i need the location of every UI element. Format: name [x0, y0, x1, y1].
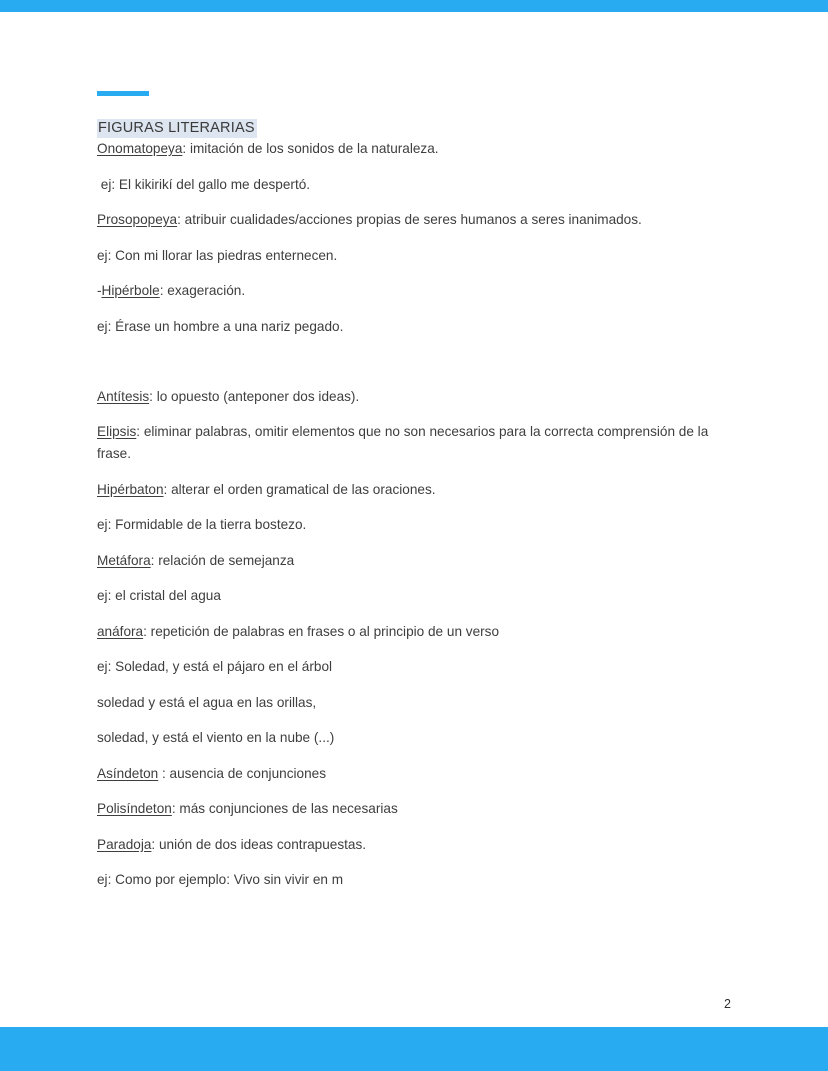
paragraph-text: : relación de semejanza: [150, 552, 295, 568]
paragraph-text: : imitación de los sonidos de la naturaleza.: [182, 141, 439, 156]
literary-term: anáfora: [97, 623, 144, 639]
literary-term: Antítesis: [97, 388, 150, 404]
paragraph-text: ej: Como por ejemplo: Vivo sin vivir en m: [97, 872, 344, 887]
definition-paragraph: [97, 138, 722, 160]
definition-paragraph: [97, 834, 722, 856]
paragraph-text: ej: el cristal del agua: [97, 588, 221, 603]
document-content: [97, 86, 722, 891]
paragraph-text: : más conjunciones de las necesarias: [171, 801, 398, 816]
example-paragraph: [97, 245, 722, 267]
paragraph-text: : alterar el orden gramatical de las oraciones.: [163, 481, 436, 497]
example-paragraph: [97, 656, 722, 678]
literary-term: Prosopopeya: [97, 212, 178, 227]
paragraph-text: ej: Formidable de la tierra bostezo.: [97, 517, 307, 532]
paragraph-text: ej: El kikirikí del gallo me despertó.: [97, 176, 311, 192]
literary-term: Polisíndeton: [97, 801, 172, 816]
paragraph-text: : unión de dos ideas contrapuestas.: [151, 836, 367, 852]
literary-term: Metáfora: [97, 552, 151, 568]
definition-paragraph: [97, 421, 722, 465]
example-paragraph: [97, 514, 722, 536]
paragraph-text: ej: Con mi llorar las piedras enternecen.: [97, 247, 338, 263]
literary-term: Hipérbole: [101, 283, 160, 298]
definition-paragraph: [97, 550, 722, 572]
literary-term: Paradoja: [97, 836, 152, 852]
definition-paragraph: [97, 621, 722, 643]
definition-paragraph: [97, 386, 722, 408]
example-paragraph: [97, 692, 722, 714]
header-accent-band: [0, 0, 828, 12]
example-paragraph: [97, 869, 722, 891]
definition-paragraph: [97, 280, 722, 302]
definition-paragraph: [97, 763, 722, 785]
paragraph-text: soledad y está el agua en las orillas,: [97, 694, 317, 710]
paragraph-text: : ausencia de conjunciones: [158, 765, 326, 781]
definition-paragraph: [97, 479, 722, 501]
page-number: 2: [724, 997, 731, 1011]
literary-term: Hipérbaton: [97, 481, 164, 497]
paragraph-text: : exageración.: [159, 283, 246, 298]
page-title: [97, 118, 257, 138]
paragraph-text: ej: Érase un hombre a una nariz pegado.: [97, 318, 344, 334]
literary-term: Onomatopeya: [97, 141, 183, 156]
example-paragraph: [97, 585, 722, 607]
paragraph-text: : lo opuesto (anteponer dos ideas).: [149, 388, 360, 404]
footer-accent-band: [0, 1027, 828, 1071]
example-paragraph: [97, 727, 722, 749]
term-prefix: -: [97, 283, 102, 298]
definition-paragraph: [97, 798, 722, 820]
example-paragraph: [97, 174, 722, 196]
paragraph-text: : atribuir cualidades/acciones propias de seres humanos a seres inanimados.: [177, 212, 642, 227]
paragraph-text: soledad, y está el viento en la nube (...): [97, 730, 335, 745]
paragraph-text: : repetición de palabras en frases o al principio de un verso: [143, 623, 500, 639]
literary-term: Asíndeton: [97, 765, 159, 781]
paragraph-list: [97, 138, 722, 891]
definition-paragraph: [97, 209, 722, 231]
literary-term: Elipsis: [97, 424, 137, 439]
title-accent-bar: [97, 91, 149, 96]
example-paragraph: [97, 316, 722, 338]
paragraph-text: ej: Soledad, y está el pájaro en el árbol: [97, 659, 333, 674]
paragraph-text: : eliminar palabras, omitir elementos que no son necesarios para la correcta comprensión de la frase.: [97, 424, 713, 461]
page-title-text: FIGURAS LITERARIAS: [98, 120, 255, 136]
